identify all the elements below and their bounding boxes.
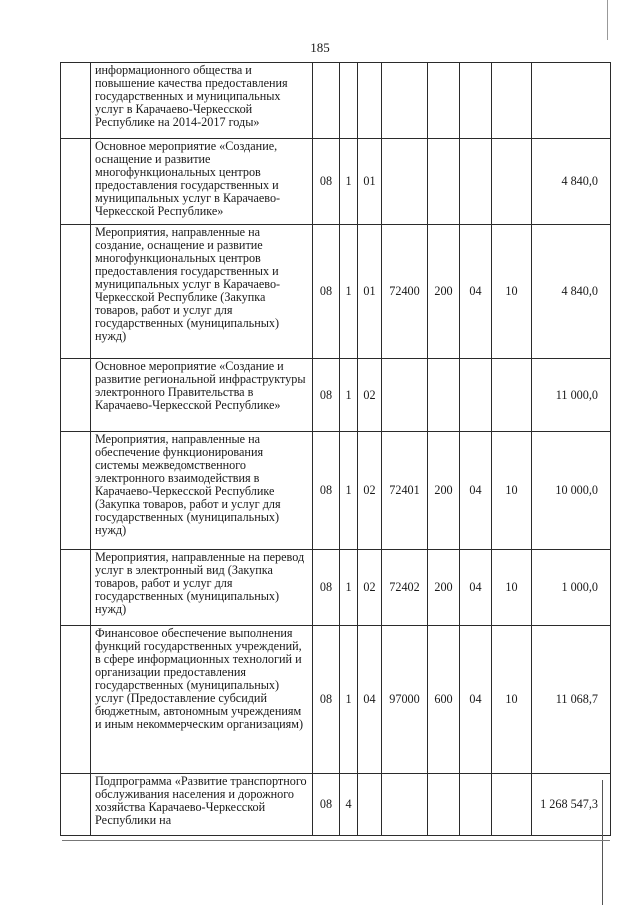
cell-item-name: Финансовое обеспечение выполнения функций государственных учреждений, в сфере информационных технологий и организации предоставления государственных (муниципальных) услуг (Предоставление субсидий бюджетным, автономным учреждениям и иным некоммерческим организациям) <box>91 626 313 774</box>
cell-subsection: 04 <box>358 626 382 774</box>
cell-number-blank <box>61 626 91 774</box>
cell-section-code: 04 <box>460 432 492 550</box>
cell-item-name: Подпрограмма «Развитие транспортного обслуживания населения и дорожного хозяйства Карачаево-Черкесской Республики на <box>91 774 313 836</box>
cell-expense-type: 200 <box>428 432 460 550</box>
cell-section: 1 <box>340 550 358 626</box>
cell-ministry <box>313 63 340 139</box>
cell-section-code <box>460 774 492 836</box>
cell-amount: 10 000,0 <box>532 432 611 550</box>
cell-ministry: 08 <box>313 432 340 550</box>
cell-subsection <box>358 774 382 836</box>
table-row <box>61 225 611 359</box>
cell-subsection-code: 10 <box>492 225 532 359</box>
cell-expense-type <box>428 139 460 225</box>
table-row <box>61 550 611 626</box>
table-row <box>61 63 611 139</box>
cell-number-blank <box>61 225 91 359</box>
cell-section-code <box>460 359 492 432</box>
cell-subsection-code <box>492 774 532 836</box>
cell-subsection: 01 <box>358 225 382 359</box>
cell-expense-type <box>428 774 460 836</box>
cell-expense-type <box>428 63 460 139</box>
table-row <box>61 139 611 225</box>
cell-ministry: 08 <box>313 774 340 836</box>
cell-subsection-code <box>492 63 532 139</box>
cell-expense-type <box>428 359 460 432</box>
cell-ministry: 08 <box>313 225 340 359</box>
cell-subsection-code <box>492 359 532 432</box>
budget-table <box>60 62 611 836</box>
cell-target-article: 72401 <box>382 432 428 550</box>
cell-amount: 11 000,0 <box>532 359 611 432</box>
cell-subsection: 02 <box>358 550 382 626</box>
scan-edge-line <box>607 0 608 40</box>
cell-target-article: 72402 <box>382 550 428 626</box>
cell-target-article <box>382 63 428 139</box>
cell-ministry: 08 <box>313 139 340 225</box>
cell-expense-type: 200 <box>428 225 460 359</box>
scan-edge-line <box>602 780 603 905</box>
scan-edge-line <box>62 840 610 841</box>
cell-subsection-code: 10 <box>492 550 532 626</box>
cell-item-name: информационного общества и повышение качества предоставления государственных и муниципальных услуг в Карачаево-Черкесской Республике на 2014-2017 годы» <box>91 63 313 139</box>
cell-number-blank <box>61 139 91 225</box>
cell-subsection-code <box>492 139 532 225</box>
cell-amount <box>532 63 611 139</box>
cell-section: 1 <box>340 359 358 432</box>
cell-target-article: 72400 <box>382 225 428 359</box>
cell-section: 4 <box>340 774 358 836</box>
cell-expense-type: 200 <box>428 550 460 626</box>
cell-subsection <box>358 63 382 139</box>
cell-number-blank <box>61 432 91 550</box>
cell-target-article <box>382 359 428 432</box>
cell-number-blank <box>61 359 91 432</box>
cell-section <box>340 63 358 139</box>
cell-amount: 4 840,0 <box>532 139 611 225</box>
table-row <box>61 774 611 836</box>
cell-item-name: Основное мероприятие «Создание и развитие региональной инфраструктуры электронного Правительства в Карачаево-Черкесской Республике» <box>91 359 313 432</box>
cell-subsection-code: 10 <box>492 432 532 550</box>
cell-number-blank <box>61 63 91 139</box>
cell-item-name: Мероприятия, направленные на создание, оснащение и развитие многофункциональных центров предоставления государственных и муниципальных услуг в Карачаево-Черкесской Республике (Закупка товаров, работ и услуг для государственных (муниципальных) нужд) <box>91 225 313 359</box>
table-row <box>61 359 611 432</box>
cell-section: 1 <box>340 626 358 774</box>
cell-amount: 11 068,7 <box>532 626 611 774</box>
cell-subsection: 02 <box>358 359 382 432</box>
cell-ministry: 08 <box>313 359 340 432</box>
cell-subsection: 01 <box>358 139 382 225</box>
cell-item-name: Основное мероприятие «Создание, оснащение и развитие многофункциональных центров предоставления государственных и муниципальных услуг в Карачаево-Черкесской Республике» <box>91 139 313 225</box>
cell-item-name: Мероприятия, направленные на перевод услуг в электронный вид (Закупка товаров, работ и услуг для государственных (муниципальных) нужд) <box>91 550 313 626</box>
cell-amount: 4 840,0 <box>532 225 611 359</box>
cell-item-name: Мероприятия, направленные на обеспечение функционирования системы межведомственного электронного взаимодействия в Карачаево-Черкесской Республике (Закупка товаров, работ и услуг для государственных (муниципальных) нужд) <box>91 432 313 550</box>
cell-subsection: 02 <box>358 432 382 550</box>
table-row <box>61 432 611 550</box>
cell-section: 1 <box>340 139 358 225</box>
cell-section: 1 <box>340 432 358 550</box>
page-number: 185 <box>310 40 330 55</box>
cell-ministry: 08 <box>313 550 340 626</box>
cell-subsection-code: 10 <box>492 626 532 774</box>
cell-number-blank <box>61 550 91 626</box>
cell-target-article <box>382 139 428 225</box>
cell-section-code: 04 <box>460 550 492 626</box>
cell-ministry: 08 <box>313 626 340 774</box>
cell-section-code <box>460 139 492 225</box>
cell-section: 1 <box>340 225 358 359</box>
table-row <box>61 626 611 774</box>
cell-target-article <box>382 774 428 836</box>
cell-expense-type: 600 <box>428 626 460 774</box>
cell-section-code: 04 <box>460 626 492 774</box>
cell-amount: 1 268 547,3 <box>532 774 611 836</box>
cell-section-code: 04 <box>460 225 492 359</box>
cell-target-article: 97000 <box>382 626 428 774</box>
cell-amount: 1 000,0 <box>532 550 611 626</box>
cell-number-blank <box>61 774 91 836</box>
cell-section-code <box>460 63 492 139</box>
